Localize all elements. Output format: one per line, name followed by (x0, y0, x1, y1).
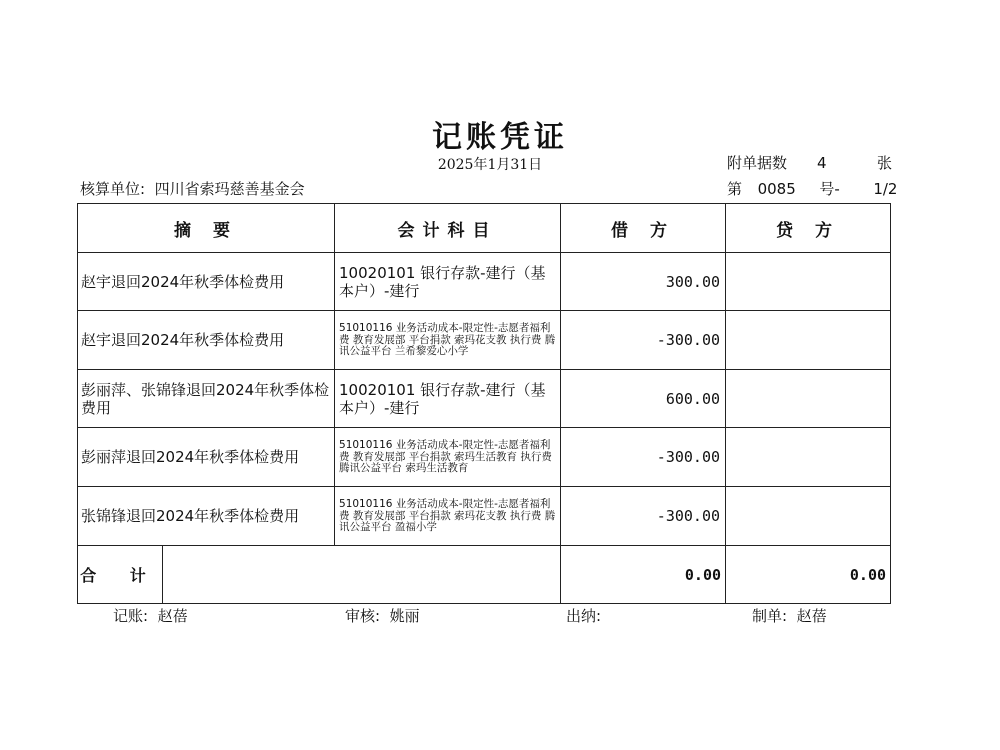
row-summary: 张锦锋退回2024年秋季体检费用 (78, 487, 335, 546)
row-account: 10020101 银行存款-建行（基本户）-建行 (335, 253, 561, 311)
total-row (78, 546, 891, 604)
table-row (78, 370, 891, 428)
reviewer-label: 审核: (345, 607, 381, 625)
number-suffix: 号- (819, 180, 840, 198)
attachments-label: 附单据数 (727, 154, 788, 172)
header-summary: 摘 要 (78, 204, 335, 253)
table-row (78, 311, 891, 370)
preparer-name: 赵蓓 (796, 607, 827, 625)
row-credit (726, 370, 891, 428)
table-row (78, 428, 891, 487)
unit-label: 核算单位: (80, 180, 146, 198)
row-summary: 赵宇退回2024年秋季体检费用 (78, 253, 335, 311)
total-debit: 0.00 (561, 546, 726, 604)
bookkeeper-label: 记账: (113, 607, 149, 625)
cashier-label: 出纳: (566, 607, 602, 625)
total-credit: 0.00 (726, 546, 891, 604)
row-debit: -300.00 (561, 487, 726, 546)
table-row (78, 253, 891, 311)
unit-name: 四川省索玛慈善基金会 (154, 180, 305, 198)
voucher-number: 0085 (757, 180, 796, 198)
reviewer-name: 姚丽 (389, 607, 420, 625)
voucher-table (77, 203, 891, 604)
footer-preparer (752, 605, 827, 626)
table-row (78, 487, 891, 546)
preparer-label: 制单: (752, 607, 788, 625)
row-account: 51010116 业务活动成本-限定性-志愿者福利费 教育发展部 平台捐款 索玛花支教 执行费 腾讯公益平台 兰希黎爱心小学 (335, 311, 561, 370)
row-debit: 300.00 (561, 253, 726, 311)
footer-bookkeeper (113, 605, 188, 626)
header-debit: 借 方 (561, 204, 726, 253)
voucher-title: 记账凭证 (432, 120, 568, 155)
row-summary: 赵宇退回2024年秋季体检费用 (78, 311, 335, 370)
header-credit: 贷 方 (726, 204, 891, 253)
voucher-page-index: 1/2 (873, 180, 898, 198)
attachments-unit: 张 (877, 154, 893, 172)
row-credit (726, 311, 891, 370)
row-debit: -300.00 (561, 311, 726, 370)
bookkeeper-name: 赵蓓 (157, 607, 188, 625)
attachments-info (727, 152, 892, 173)
footer-reviewer (345, 605, 420, 626)
row-debit: 600.00 (561, 370, 726, 428)
number-prefix: 第 (727, 180, 743, 198)
row-account: 10020101 银行存款-建行（基本户）-建行 (335, 370, 561, 428)
row-summary: 彭丽萍、张锦锋退回2024年秋季体检费用 (78, 370, 335, 428)
row-debit: -300.00 (561, 428, 726, 487)
attachments-count: 4 (817, 154, 827, 172)
row-credit (726, 487, 891, 546)
row-credit (726, 428, 891, 487)
row-summary: 彭丽萍退回2024年秋季体检费用 (78, 428, 335, 487)
voucher-number-line (727, 178, 897, 199)
voucher-date: 2025年1月31日 (437, 157, 543, 173)
row-account: 51010116 业务活动成本-限定性-志愿者福利费 教育发展部 平台捐款 索玛生活教育 执行费 腾讯公益平台 索玛生活教育 (335, 428, 561, 487)
accounting-unit (80, 178, 305, 199)
total-blank (163, 546, 561, 604)
header-account: 会计科目 (335, 204, 561, 253)
row-credit (726, 253, 891, 311)
table-header-row (78, 204, 891, 253)
footer-cashier (566, 605, 601, 626)
total-label: 合 计 (78, 546, 163, 604)
row-account: 51010116 业务活动成本-限定性-志愿者福利费 教育发展部 平台捐款 索玛花支教 执行费 腾讯公益平台 盈福小学 (335, 487, 561, 546)
